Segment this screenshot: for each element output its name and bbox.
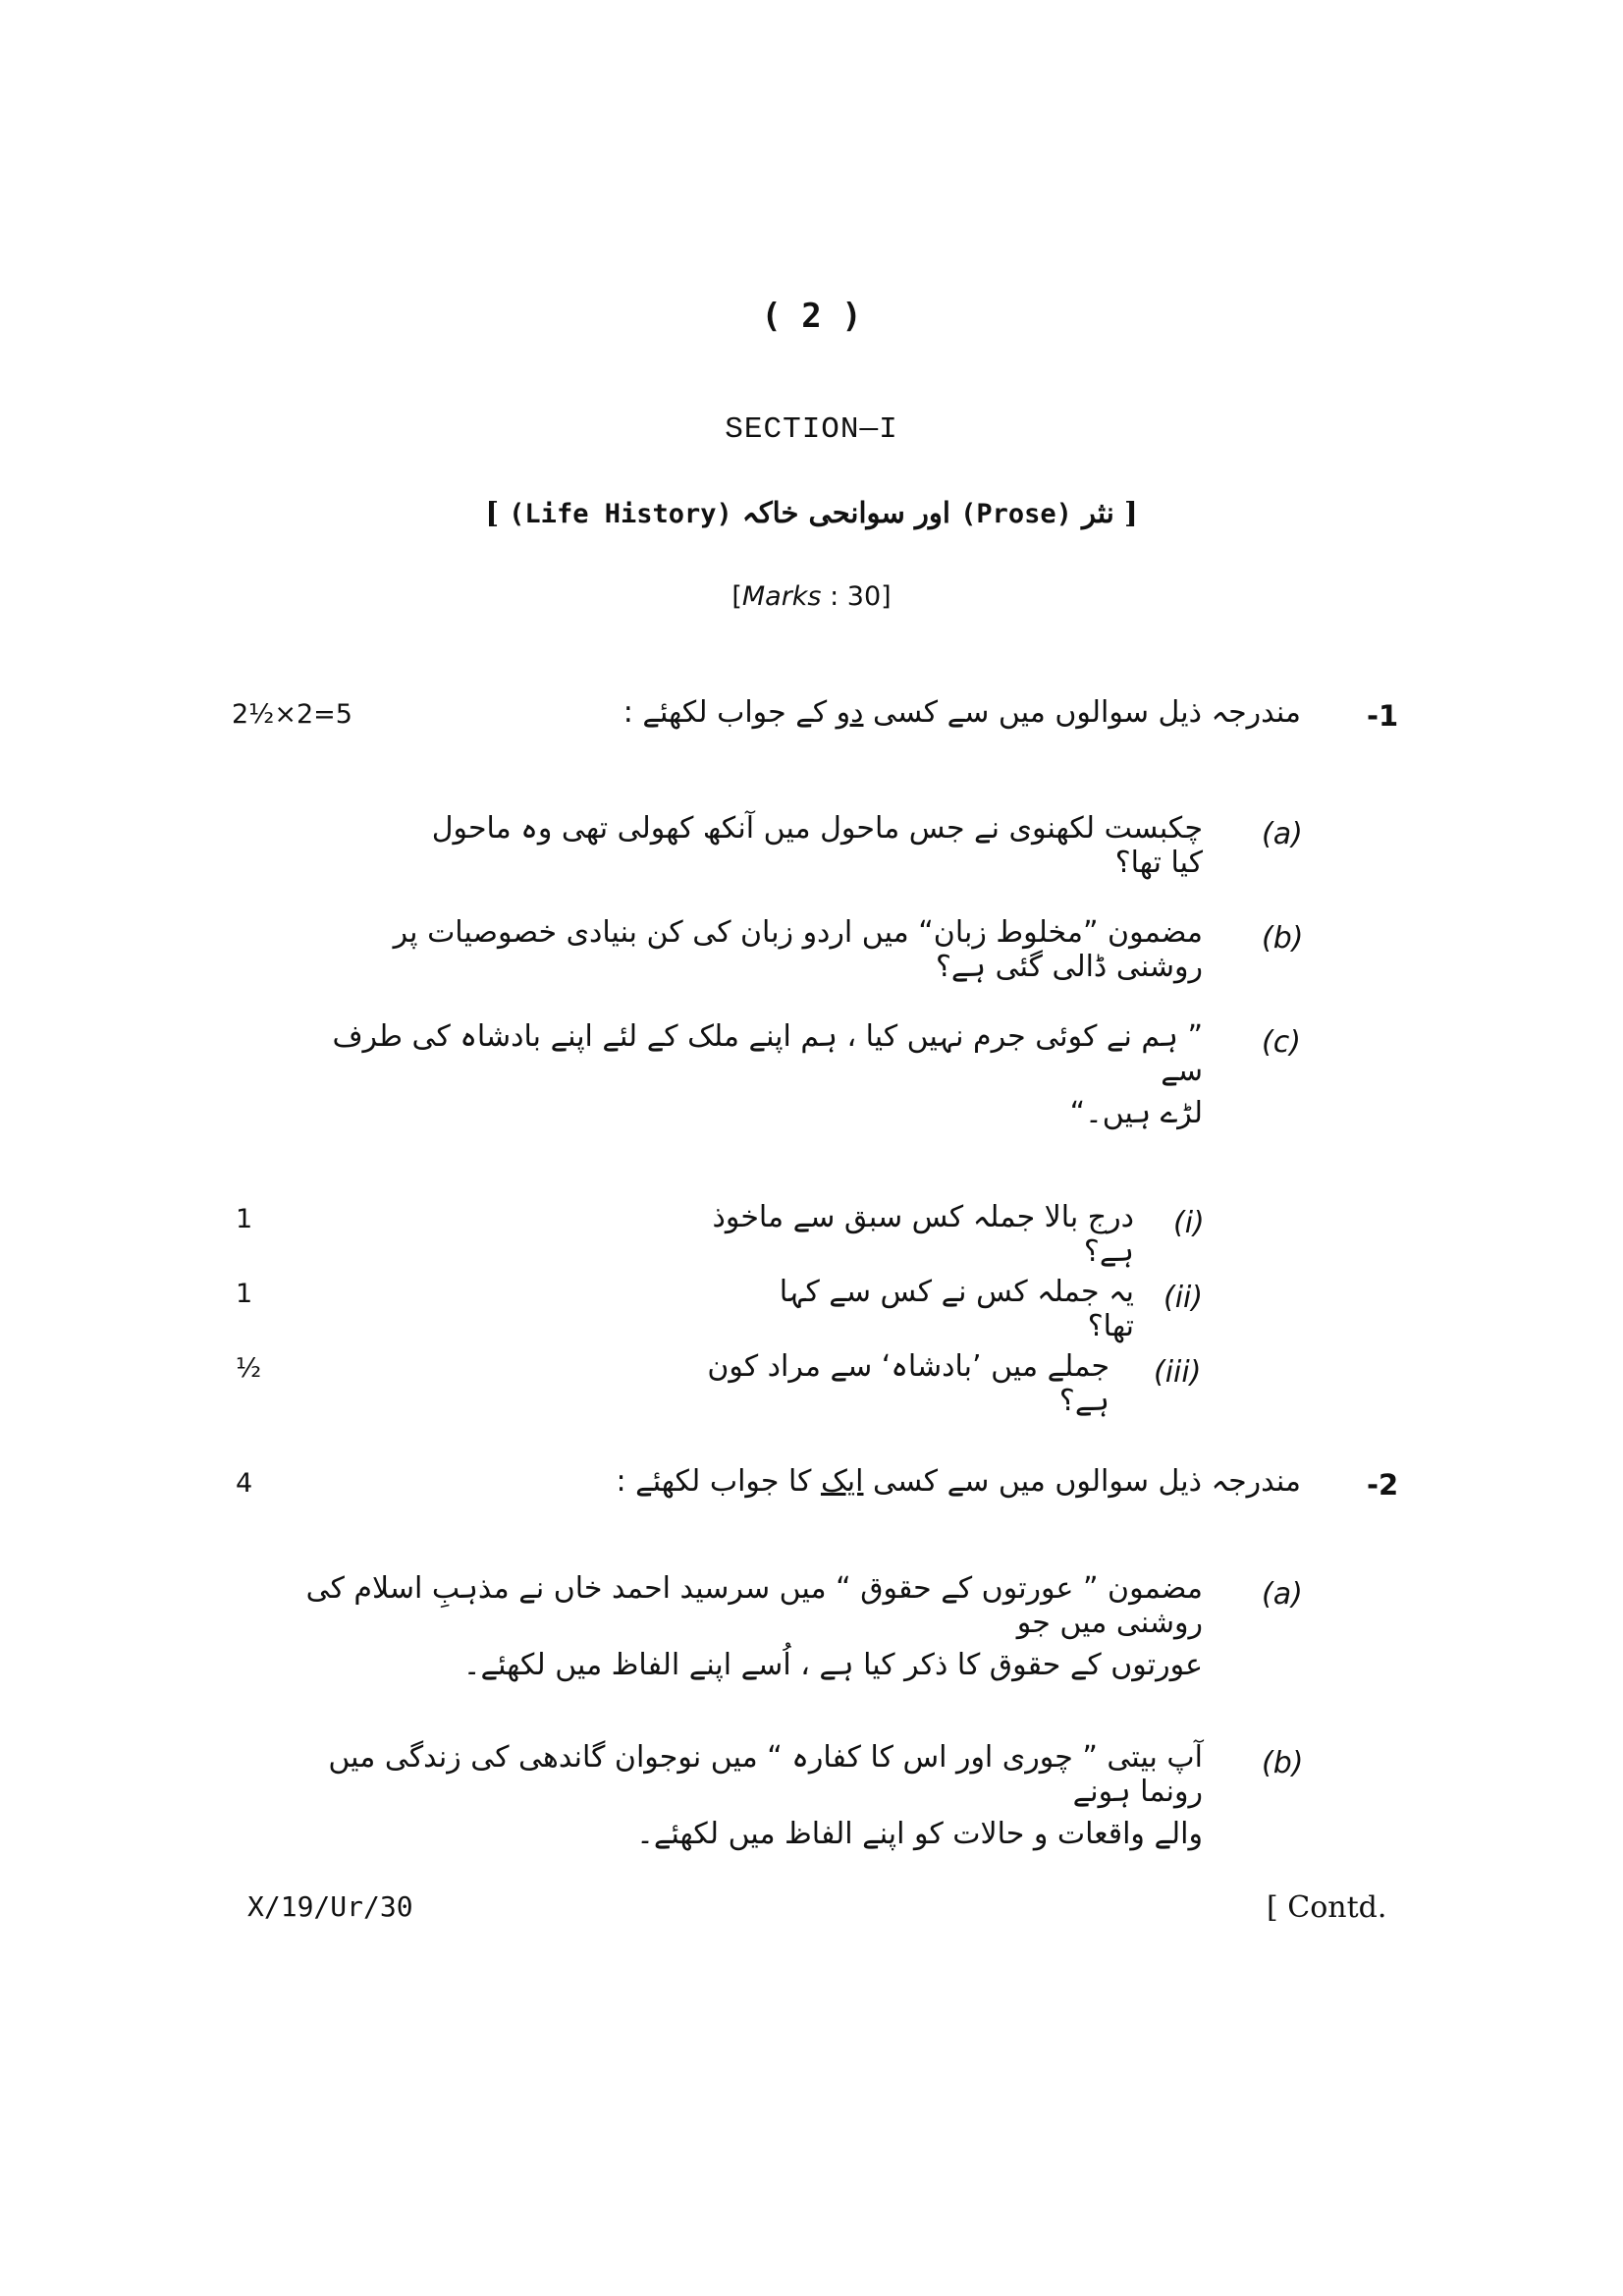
urdu-prose: نثر: [1082, 496, 1114, 529]
q1-marks: 2½×2=5: [232, 699, 352, 730]
q1-number: -1: [1367, 699, 1399, 733]
marks-value: : 30]: [830, 581, 892, 612]
q1c-ii-marks: 1: [236, 1279, 253, 1309]
paper-code: X/19/Ur/30: [247, 1890, 413, 1923]
section-title: SECTION—I: [725, 412, 898, 447]
q1c-i-label: (i): [1173, 1206, 1205, 1240]
life-history-label: (Life History): [509, 499, 732, 529]
q1c-line2: لڑے ہیں۔“: [1069, 1096, 1203, 1130]
q1a-text: چکبست لکھنوی نے جس ماحول میں آنکھ کھولی تھی وہ ماحول کیا تھا؟: [431, 811, 1203, 880]
q2-marks: 4: [236, 1468, 253, 1499]
q2a-label: (a): [1262, 1577, 1303, 1612]
continued-label: [ Contd.: [1267, 1890, 1387, 1925]
section-subheading: [0, 496, 1623, 529]
q1c-i-marks: 1: [236, 1204, 253, 1234]
urdu-life-history: اور سوانحی خاکہ: [741, 496, 950, 529]
page-number: ( 2 ): [761, 297, 862, 336]
marks-label: Marks: [741, 581, 822, 612]
q1b-label: (b): [1262, 921, 1304, 956]
q1c-i-text: درج بالا جملہ کس سبق سے ماخوذ ہے؟: [712, 1200, 1134, 1269]
q1-instruction: مندرجہ ذیل سوالوں میں سے کسی دو کے جواب لکھئے :: [622, 695, 1301, 730]
bracket-close: ]: [1123, 496, 1138, 529]
q1c-iii-text: جملے میں ’بادشاہ‘ سے مراد کون ہے؟: [707, 1349, 1109, 1418]
prose-label: (Prose): [960, 499, 1072, 529]
q1c-label: (c): [1262, 1025, 1301, 1060]
q1c-ii-label: (ii): [1163, 1281, 1204, 1315]
q2-instruction: مندرجہ ذیل سوالوں میں سے کسی ایک کا جواب لکھئے :: [616, 1464, 1301, 1499]
q1c-iii-label: (iii): [1154, 1355, 1202, 1390]
q2b-line1: آپ بیتی ” چوری اور اس کا کفارہ “ میں نوجوان گاندھی کی زندگی میں رونما ہونے: [328, 1740, 1203, 1809]
q2b-label: (b): [1262, 1746, 1304, 1780]
q2a-line2: عورتوں کے حقوق کا ذکر کیا ہے ، اُسے اپنے الفاظ میں لکھئے۔: [462, 1648, 1203, 1682]
q1c-iii-marks: ½: [236, 1353, 262, 1384]
q1a-label: (a): [1262, 817, 1303, 851]
section-marks: [Marks : 30]: [731, 581, 892, 612]
q2-number: -2: [1367, 1468, 1399, 1502]
q1c-line1: ” ہم نے کوئی جرم نہیں کیا ، ہم اپنے ملک کے لئے اپنے بادشاہ کی طرف سے: [332, 1019, 1203, 1088]
bracket-open: [: [485, 496, 500, 529]
q2a-line1: مضمون ” عورتوں کے حقوق “ میں سرسید احمد خاں نے مذہبِ اسلام کی روشنی میں جو: [305, 1571, 1203, 1640]
q1c-ii-text: یہ جملہ کس نے کس سے کہا تھا؟: [779, 1275, 1134, 1343]
q2b-line2: والے واقعات و حالات کو اپنے الفاظ میں لکھئے۔: [636, 1817, 1203, 1851]
q1b-text: مضمون ”مخلوط زبان“ میں اردو زبان کی کن بنیادی خصوصیات پر روشنی ڈالی گئی ہے؟: [393, 915, 1203, 984]
